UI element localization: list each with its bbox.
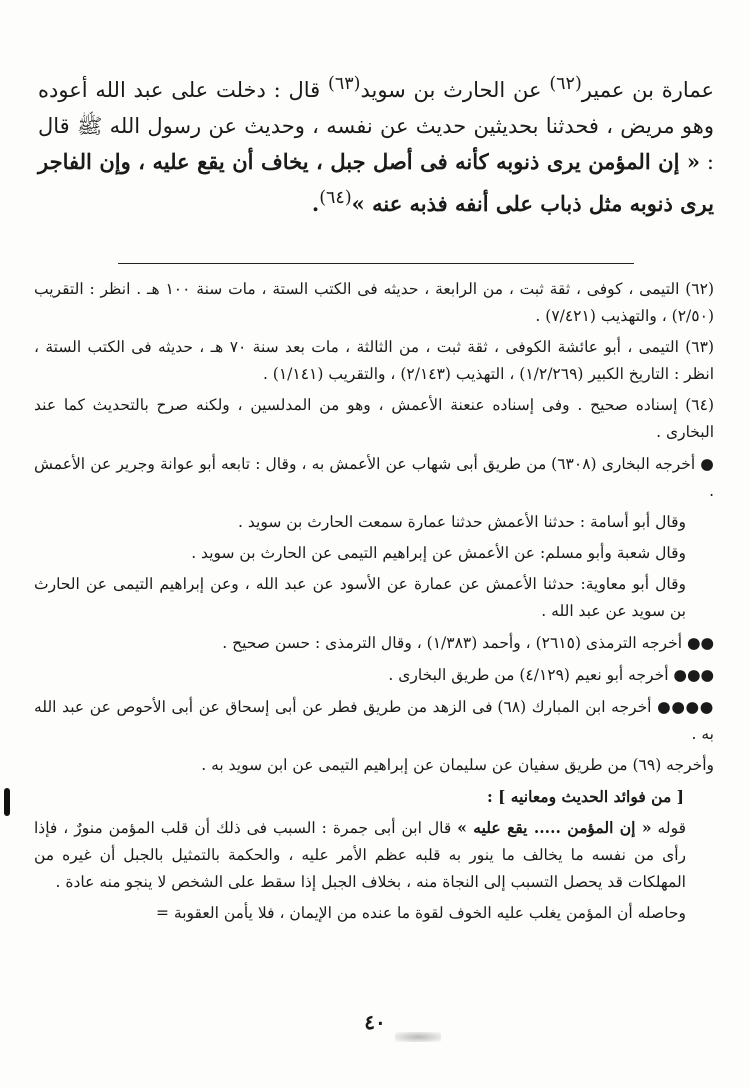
commentary-prefix: قوله xyxy=(651,819,687,837)
takhrij-text: أخرجه ابن المبارك (٦٨) فى الزهد من طريق فطر عن أبى إسحاق عن أبى الأحوص عن عبد الله به . xyxy=(34,698,714,743)
isnad-text: قال : دخلت على عبد الله أعوده وهو مريض ، فحدثنا بحديثين حديث عن نفسه ، وحديث عن رسول الله ﷺ قال : xyxy=(38,78,714,174)
footnote-64: (٦٤) إسناده صحيح . وفى إسناده عنعنة الأعمش ، وهو من المدلسين ، ولكنه صرح بالتحديث كما عند البخارى . xyxy=(34,396,714,441)
end-period: . xyxy=(311,191,320,216)
footnote-ref-64: (٦٤) xyxy=(319,188,352,208)
margin-ink-mark xyxy=(4,788,10,816)
takhrij-3 xyxy=(34,661,714,689)
takhrij-text: أخرجه أبو نعيم (٤/١٢٩) من طريق البخارى . xyxy=(388,666,674,684)
hadith-matn: « إن المؤمن يرى ذنوبه كأنه فى أصل جبل ، يخاف أن يقع عليه ، وإن الفاجر يرى ذنوبه مثل ذباب على أنفه فذبه عنه » xyxy=(38,149,714,216)
takhrij-text: أخرجه البخارى (٦٣٠٨) من طريق أبى شهاب عن الأعمش به ، وقال : تابعه أبو عوانة وجرير عن الأعمش . xyxy=(34,455,714,500)
abu-usama-line: وقال أبو أسامة : حدثنا الأعمش حدثنا عمارة سمعت الحارث بن سويد . xyxy=(238,513,686,531)
bullet-icon: ●●●● xyxy=(657,697,714,716)
commentary-quote: « إن المؤمن ..... يقع عليه » xyxy=(457,818,652,837)
takhrij-4 xyxy=(34,693,714,748)
takhrij-text: أخرجه الترمذى (٢٦١٥) ، وأحمد (١/٣٨٣) ، وقال الترمذى : حسن صحيح . xyxy=(222,634,687,652)
footnote-62: (٦٢) التيمى ، كوفى ، ثقة ثبت ، من الرابعة ، حديثه فى الكتب الستة ، مات سنة ١٠٠ هـ . انظر : التقريب (٢/٥٠) ، والتهذيب (٧/٤٢١) . xyxy=(34,280,714,325)
page-number: ٤٠ xyxy=(364,1010,386,1034)
footnote-ref-62: (٦٢) xyxy=(549,74,582,94)
takhrij-2 xyxy=(34,629,714,657)
footnote-ref-63: (٦٣) xyxy=(328,74,361,94)
abu-muawiya-line: وقال أبو معاوية: حدثنا الأعمش عن عمارة عن الأسود عن عبد الله ، وعن إبراهيم التيمى عن الحارث بن سويد عن عبد الله . xyxy=(34,575,686,620)
bullet-icon: ●●● xyxy=(673,665,714,684)
footnotes xyxy=(34,276,714,931)
takhrij-1 xyxy=(34,450,714,505)
footnote-63: (٦٣) التيمى ، أبو عائشة الكوفى ، ثقة ثبت ، من الثالثة ، مات بعد سنة ٧٠ هـ ، حديثه فى الكتب الستة ، انظر : التاريخ الكبير (١/٢/٢٦٩) ، التهذيب (٢/١٤٣) ، والتقريب (١/١٤١) . xyxy=(34,338,714,383)
main-paragraph xyxy=(38,66,714,222)
summary-line: وحاصله أن المؤمن يغلب عليه الخوف لقوة ما عنده من الإيمان ، فلا يأمن العقوبة = xyxy=(156,904,686,922)
commentary-body: قال ابن أبى جمرة : السبب فى ذلك أن قلب المؤمن منورٌ ، فإذا رأى من نفسه ما يخالف ما ينور به قلبه عظم الأمر عليه ، والحكمة بالتمثيل بالجبل أن غيره من المهلكات قد يحصل التسبب إلى النجاة منه ، بخلاف الجبل إذا سقط على الشخص لا ينجو منه عادة . xyxy=(34,819,686,891)
footnote-separator xyxy=(118,263,634,264)
narrator-text: عن الحارث بن سويد xyxy=(360,78,550,102)
benefits-heading: [ من فوائد الحديث ومعانيه ] : xyxy=(486,787,684,806)
bullet-icon: ● xyxy=(700,454,714,473)
bullet-icon: ●● xyxy=(686,633,714,652)
ink-smudge xyxy=(395,1032,441,1042)
main-hadith-text xyxy=(38,66,714,222)
commentary-paragraph xyxy=(34,814,714,896)
takhrij-69: وأخرجه (٦٩) من طريق سفيان عن سليمان عن إبراهيم التيمى عن ابن سويد به . xyxy=(201,756,714,774)
narrator-text: عمارة بن عمير xyxy=(581,78,714,102)
shuba-line: وقال شعبة وأبو مسلم: عن الأعمش عن إبراهيم التيمى عن الحارث بن سويد . xyxy=(191,544,686,562)
